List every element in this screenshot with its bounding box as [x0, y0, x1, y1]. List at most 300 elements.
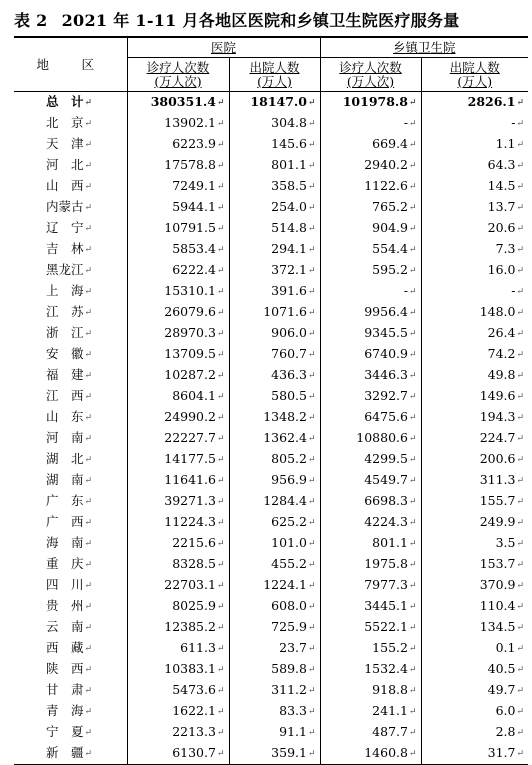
cell-value: 31.7	[487, 745, 516, 760]
paragraph-mark-icon: ↵	[516, 665, 525, 675]
paragraph-mark-icon: ↵	[216, 602, 225, 612]
table-row	[14, 281, 528, 302]
region-name-cell	[14, 176, 127, 197]
hospital-visits-cell	[127, 491, 229, 512]
paragraph-mark-icon: ↵	[84, 644, 93, 654]
paragraph-mark-icon: ↵	[516, 203, 525, 213]
paragraph-mark-icon: ↵	[216, 371, 225, 381]
paragraph-mark-icon: ↵	[84, 119, 93, 129]
paragraph-mark-icon: ↵	[307, 245, 316, 255]
paragraph-mark-icon: ↵	[516, 539, 525, 549]
hospital-discharges-cell	[229, 176, 320, 197]
paragraph-mark-icon: ↵	[84, 224, 93, 234]
hospital-discharges-cell	[229, 512, 320, 533]
region-name: 广 东	[46, 493, 84, 508]
cell-value: 595.2	[372, 262, 408, 277]
paragraph-mark-icon: ↵	[408, 329, 417, 339]
hospital-visits-cell	[127, 554, 229, 575]
hospital-visits-cell	[127, 638, 229, 659]
township-label: 乡镇卫生院	[393, 39, 456, 55]
township-discharges-cell	[421, 722, 528, 743]
region-name-cell	[14, 701, 127, 722]
cell-value: 1.1	[495, 136, 516, 151]
cell-value: 18147.0	[250, 94, 307, 109]
paragraph-mark-icon: ↵	[307, 623, 316, 633]
township-discharges-cell	[421, 113, 528, 134]
paragraph-mark-icon: ↵	[84, 392, 93, 402]
paragraph-mark-icon: ↵	[307, 728, 316, 738]
township-visits-cell	[320, 281, 421, 302]
cell-value: 7249.1	[172, 178, 216, 193]
paragraph-mark-icon: ↵	[84, 518, 93, 528]
hospital-discharges-cell	[229, 407, 320, 428]
paragraph-mark-icon: ↵	[84, 455, 93, 465]
cell-value: 487.7	[372, 724, 408, 739]
paragraph-mark-icon: ↵	[84, 707, 93, 717]
region-name-cell	[14, 743, 127, 765]
table-row	[14, 659, 528, 680]
paragraph-mark-icon: ↵	[216, 98, 225, 108]
paragraph-mark-icon: ↵	[516, 140, 525, 150]
paragraph-mark-icon: ↵	[84, 245, 93, 255]
cell-value: 801.1	[271, 157, 307, 172]
cell-value: 74.2	[487, 346, 516, 361]
township-visits-cell	[320, 260, 421, 281]
region-name: 黑龙江	[46, 262, 84, 277]
hospital-discharges-cell	[229, 596, 320, 617]
paragraph-mark-icon: ↵	[84, 686, 93, 696]
paragraph-mark-icon: ↵	[516, 455, 525, 465]
paragraph-mark-icon: ↵	[84, 434, 93, 444]
cell-value: 5944.1	[172, 199, 216, 214]
cell-value: -	[511, 283, 516, 298]
township-discharges-cell	[421, 302, 528, 323]
hospital-discharges-cell	[229, 491, 320, 512]
cell-value: 436.3	[271, 367, 307, 382]
paragraph-mark-icon: ↵	[516, 350, 525, 360]
paragraph-mark-icon: ↵	[408, 308, 417, 318]
paragraph-mark-icon: ↵	[408, 98, 417, 108]
region-name-cell	[14, 302, 127, 323]
hospital-visits-cell	[127, 260, 229, 281]
township-discharges-cell	[421, 575, 528, 596]
cell-value: 6.0	[495, 703, 516, 718]
township-visits-cell	[320, 218, 421, 239]
paragraph-mark-icon: ↵	[216, 728, 225, 738]
paragraph-mark-icon: ↵	[307, 665, 316, 675]
table-label: 表 2	[14, 11, 48, 30]
cell-value: 311.2	[271, 682, 307, 697]
cell-value: 224.7	[479, 430, 516, 445]
paragraph-mark-icon: ↵	[408, 560, 417, 570]
paragraph-mark-icon: ↵	[216, 539, 225, 549]
township-visits-cell	[320, 92, 421, 114]
township-visits-cell	[320, 554, 421, 575]
township-discharges-cell	[421, 323, 528, 344]
paragraph-mark-icon: ↵	[307, 371, 316, 381]
township-discharges-header	[421, 58, 528, 92]
township-visits-cell	[320, 575, 421, 596]
paragraph-mark-icon: ↵	[216, 476, 225, 486]
paragraph-mark-icon: ↵	[84, 140, 93, 150]
paragraph-mark-icon: ↵	[216, 413, 225, 423]
hospital-visits-cell	[127, 470, 229, 491]
paragraph-mark-icon: ↵	[84, 98, 93, 108]
hospital-discharges-cell	[229, 218, 320, 239]
paragraph-mark-icon: ↵	[516, 602, 525, 612]
cell-value: 311.3	[479, 472, 516, 487]
hospital-visits-cell	[127, 722, 229, 743]
cell-value: 13902.1	[164, 115, 216, 130]
hospital-visits-cell	[127, 239, 229, 260]
region-name: 福 建	[46, 367, 84, 382]
cell-value: 8328.5	[172, 556, 216, 571]
hospital-visits-cell	[127, 701, 229, 722]
region-name: 安 徽	[46, 346, 84, 361]
region-name-cell	[14, 512, 127, 533]
cell-value: 145.6	[271, 136, 307, 151]
cell-value: 14177.5	[164, 451, 216, 466]
region-name-cell	[14, 92, 127, 114]
table-row	[14, 596, 528, 617]
hospital-visits-cell	[127, 680, 229, 701]
paragraph-mark-icon: ↵	[84, 539, 93, 549]
paragraph-mark-icon: ↵	[307, 119, 316, 129]
cell-value: 4549.7	[364, 472, 408, 487]
region-name: 四 川	[46, 577, 84, 592]
township-visits-cell	[320, 302, 421, 323]
paragraph-mark-icon: ↵	[307, 308, 316, 318]
paragraph-mark-icon: ↵	[408, 203, 417, 213]
region-name: 江 苏	[46, 304, 84, 319]
paragraph-mark-icon: ↵	[307, 182, 316, 192]
township-discharges-cell	[421, 596, 528, 617]
township-visits-cell	[320, 407, 421, 428]
paragraph-mark-icon: ↵	[408, 644, 417, 654]
region-name-cell	[14, 596, 127, 617]
region-name-cell	[14, 407, 127, 428]
cell-value: 7.3	[495, 241, 516, 256]
cell-value: 22227.7	[164, 430, 216, 445]
paragraph-mark-icon: ↵	[216, 182, 225, 192]
township-visits-cell	[320, 344, 421, 365]
paragraph-mark-icon: ↵	[84, 161, 93, 171]
paragraph-mark-icon: ↵	[216, 329, 225, 339]
paragraph-mark-icon: ↵	[516, 392, 525, 402]
cell-value: 26079.6	[164, 304, 216, 319]
paragraph-mark-icon: ↵	[307, 644, 316, 654]
paragraph-mark-icon: ↵	[216, 623, 225, 633]
hospital-discharges-cell	[229, 680, 320, 701]
township-discharges-cell	[421, 344, 528, 365]
paragraph-mark-icon: ↵	[216, 140, 225, 150]
paragraph-mark-icon: ↵	[216, 392, 225, 402]
township-visits-cell	[320, 491, 421, 512]
paragraph-mark-icon: ↵	[307, 98, 316, 108]
region-name: 总 计	[46, 94, 84, 109]
paragraph-mark-icon: ↵	[307, 476, 316, 486]
cell-value: 1622.1	[172, 703, 216, 718]
cell-value: 304.8	[271, 115, 307, 130]
table-row	[14, 575, 528, 596]
region-name: 山 西	[46, 178, 84, 193]
township-visits-cell	[320, 113, 421, 134]
cell-value: 906.0	[271, 325, 307, 340]
hospital-discharges-cell	[229, 155, 320, 176]
cell-value: 10383.1	[164, 661, 216, 676]
township-visits-cell	[320, 428, 421, 449]
paragraph-mark-icon: ↵	[516, 434, 525, 444]
cell-value: 625.2	[271, 514, 307, 529]
cell-value: -	[511, 115, 516, 130]
cell-value: 4299.5	[364, 451, 408, 466]
paragraph-mark-icon: ↵	[84, 623, 93, 633]
table-row	[14, 344, 528, 365]
paragraph-mark-icon: ↵	[408, 371, 417, 381]
cell-value: 11224.3	[164, 514, 216, 529]
township-visits-cell	[320, 365, 421, 386]
cell-value: 249.9	[479, 514, 516, 529]
paragraph-mark-icon: ↵	[307, 329, 316, 339]
region-name-cell	[14, 575, 127, 596]
hospital-visits-cell	[127, 449, 229, 470]
township-visits-cell	[320, 638, 421, 659]
region-name: 河 南	[46, 430, 84, 445]
township-discharges-cell	[421, 260, 528, 281]
hospital-discharges-cell	[229, 386, 320, 407]
region-name-cell	[14, 449, 127, 470]
discharges-label: 出院人数	[249, 59, 300, 75]
table-row	[14, 197, 528, 218]
paragraph-mark-icon: ↵	[84, 371, 93, 381]
cell-value: 554.4	[372, 241, 408, 256]
cell-value: 91.1	[279, 724, 307, 739]
paragraph-mark-icon: ↵	[84, 182, 93, 192]
paragraph-mark-icon: ↵	[408, 749, 417, 759]
hospital-discharges-cell	[229, 197, 320, 218]
township-discharges-cell	[421, 512, 528, 533]
hospital-discharges-cell	[229, 554, 320, 575]
cell-value: 155.7	[479, 493, 516, 508]
paragraph-mark-icon: ↵	[84, 203, 93, 213]
paragraph-mark-icon: ↵	[216, 224, 225, 234]
township-visits-cell	[320, 134, 421, 155]
discharges-unit: (万人)	[257, 73, 292, 89]
paragraph-mark-icon: ↵	[307, 497, 316, 507]
cell-value: 372.1	[271, 262, 307, 277]
paragraph-mark-icon: ↵	[408, 392, 417, 402]
township-discharges-cell	[421, 554, 528, 575]
paragraph-mark-icon: ↵	[408, 413, 417, 423]
cell-value: 254.0	[271, 199, 307, 214]
cell-value: 2826.1	[467, 94, 516, 109]
paragraph-mark-icon: ↵	[516, 245, 525, 255]
cell-value: -	[403, 115, 408, 130]
hospital-visits-cell	[127, 386, 229, 407]
cell-value: 15310.1	[164, 283, 216, 298]
cell-value: 10791.5	[164, 220, 216, 235]
paragraph-mark-icon: ↵	[516, 98, 525, 108]
township-visits-cell	[320, 596, 421, 617]
paragraph-mark-icon: ↵	[516, 266, 525, 276]
paragraph-mark-icon: ↵	[408, 707, 417, 717]
paragraph-mark-icon: ↵	[408, 518, 417, 528]
cell-value: 6130.7	[172, 745, 216, 760]
paragraph-mark-icon: ↵	[84, 560, 93, 570]
paragraph-mark-icon: ↵	[84, 476, 93, 486]
hospital-group-header	[127, 37, 320, 58]
region-name: 吉 林	[46, 241, 84, 256]
paragraph-mark-icon: ↵	[307, 518, 316, 528]
cell-value: 725.9	[271, 619, 307, 634]
paragraph-mark-icon: ↵	[408, 539, 417, 549]
cell-value: 5473.6	[172, 682, 216, 697]
cell-value: 3292.7	[364, 388, 408, 403]
cell-value: 380351.4	[150, 94, 216, 109]
cell-value: 514.8	[271, 220, 307, 235]
paragraph-mark-icon: ↵	[84, 266, 93, 276]
hospital-discharges-cell	[229, 92, 320, 114]
paragraph-mark-icon: ↵	[516, 707, 525, 717]
cell-value: 359.1	[271, 745, 307, 760]
cell-value: 2940.2	[364, 157, 408, 172]
paragraph-mark-icon: ↵	[516, 182, 525, 192]
paragraph-mark-icon: ↵	[307, 350, 316, 360]
region-name: 西 藏	[46, 640, 84, 655]
region-name: 辽 宁	[46, 220, 84, 235]
paragraph-mark-icon: ↵	[408, 119, 417, 129]
region-name: 内蒙古	[46, 199, 84, 214]
region-name-cell	[14, 638, 127, 659]
paragraph-mark-icon: ↵	[307, 413, 316, 423]
township-visits-cell	[320, 701, 421, 722]
paragraph-mark-icon: ↵	[216, 266, 225, 276]
cell-value: 49.8	[487, 367, 516, 382]
township-discharges-cell	[421, 470, 528, 491]
cell-value: 370.9	[479, 577, 516, 592]
cell-value: 805.2	[271, 451, 307, 466]
hospital-discharges-cell	[229, 575, 320, 596]
paragraph-mark-icon: ↵	[408, 140, 417, 150]
region-name: 新 疆	[46, 745, 84, 760]
cell-value: 5853.4	[172, 241, 216, 256]
paragraph-mark-icon: ↵	[216, 308, 225, 318]
cell-value: 6740.9	[364, 346, 408, 361]
cell-value: 1975.8	[364, 556, 408, 571]
township-discharges-cell	[421, 428, 528, 449]
region-name: 河 北	[46, 157, 84, 172]
paragraph-mark-icon: ↵	[84, 749, 93, 759]
paragraph-mark-icon: ↵	[84, 287, 93, 297]
paragraph-mark-icon: ↵	[307, 287, 316, 297]
region-name-cell	[14, 365, 127, 386]
paragraph-mark-icon: ↵	[516, 476, 525, 486]
paragraph-mark-icon: ↵	[516, 560, 525, 570]
paragraph-mark-icon: ↵	[84, 413, 93, 423]
table-row	[14, 239, 528, 260]
region-name: 广 西	[46, 514, 84, 529]
township-visits-cell	[320, 470, 421, 491]
paragraph-mark-icon: ↵	[516, 623, 525, 633]
cell-value: 1532.4	[364, 661, 408, 676]
cell-value: 580.5	[271, 388, 307, 403]
region-name-cell	[14, 323, 127, 344]
paragraph-mark-icon: ↵	[307, 581, 316, 591]
paragraph-mark-icon: ↵	[516, 413, 525, 423]
township-discharges-cell	[421, 197, 528, 218]
township-discharges-cell	[421, 701, 528, 722]
township-visits-cell	[320, 449, 421, 470]
paragraph-mark-icon: ↵	[408, 455, 417, 465]
table-row	[14, 617, 528, 638]
cell-value: 22703.1	[164, 577, 216, 592]
region-name: 湖 南	[46, 472, 84, 487]
cell-value: 4224.3	[364, 514, 408, 529]
cell-value: 3446.3	[364, 367, 408, 382]
table-row	[14, 638, 528, 659]
paragraph-mark-icon: ↵	[408, 728, 417, 738]
discharges-label: 出院人数	[449, 59, 500, 75]
paragraph-mark-icon: ↵	[307, 455, 316, 465]
paragraph-mark-icon: ↵	[408, 497, 417, 507]
hospital-discharges-cell	[229, 113, 320, 134]
cell-value: 956.9	[271, 472, 307, 487]
paragraph-mark-icon: ↵	[408, 434, 417, 444]
hospital-label: 医院	[211, 39, 237, 55]
cell-value: 1224.1	[263, 577, 307, 592]
cell-value: 6698.3	[364, 493, 408, 508]
paragraph-mark-icon: ↵	[216, 161, 225, 171]
region-header: 地 区	[36, 56, 104, 72]
township-discharges-cell	[421, 449, 528, 470]
paragraph-mark-icon: ↵	[216, 749, 225, 759]
region-name-cell	[14, 218, 127, 239]
region-name: 青 海	[46, 703, 84, 718]
region-name-cell	[14, 134, 127, 155]
paragraph-mark-icon: ↵	[84, 350, 93, 360]
cell-value: 1284.4	[263, 493, 307, 508]
cell-value: 12385.2	[164, 619, 216, 634]
visits-label: 诊疗人次数	[146, 59, 210, 75]
township-visits-cell	[320, 176, 421, 197]
cell-value: 1362.4	[263, 430, 307, 445]
cell-value: 765.2	[372, 199, 408, 214]
table-row	[14, 491, 528, 512]
paragraph-mark-icon: ↵	[216, 707, 225, 717]
hospital-visits-cell	[127, 512, 229, 533]
cell-value: 26.4	[487, 325, 516, 340]
region-name-cell	[14, 155, 127, 176]
region-name: 上 海	[46, 283, 84, 298]
township-discharges-cell	[421, 176, 528, 197]
hospital-discharges-cell	[229, 302, 320, 323]
paragraph-mark-icon: ↵	[307, 560, 316, 570]
hospital-visits-cell	[127, 344, 229, 365]
paragraph-mark-icon: ↵	[216, 518, 225, 528]
table-row	[14, 470, 528, 491]
township-visits-cell	[320, 680, 421, 701]
township-visits-cell	[320, 722, 421, 743]
table-row	[14, 218, 528, 239]
paragraph-mark-icon: ↵	[307, 539, 316, 549]
paragraph-mark-icon: ↵	[216, 455, 225, 465]
paragraph-mark-icon: ↵	[408, 476, 417, 486]
township-discharges-cell	[421, 491, 528, 512]
hospital-discharges-cell	[229, 323, 320, 344]
cell-value: 0.1	[495, 640, 516, 655]
table-row	[14, 302, 528, 323]
table-row	[14, 722, 528, 743]
